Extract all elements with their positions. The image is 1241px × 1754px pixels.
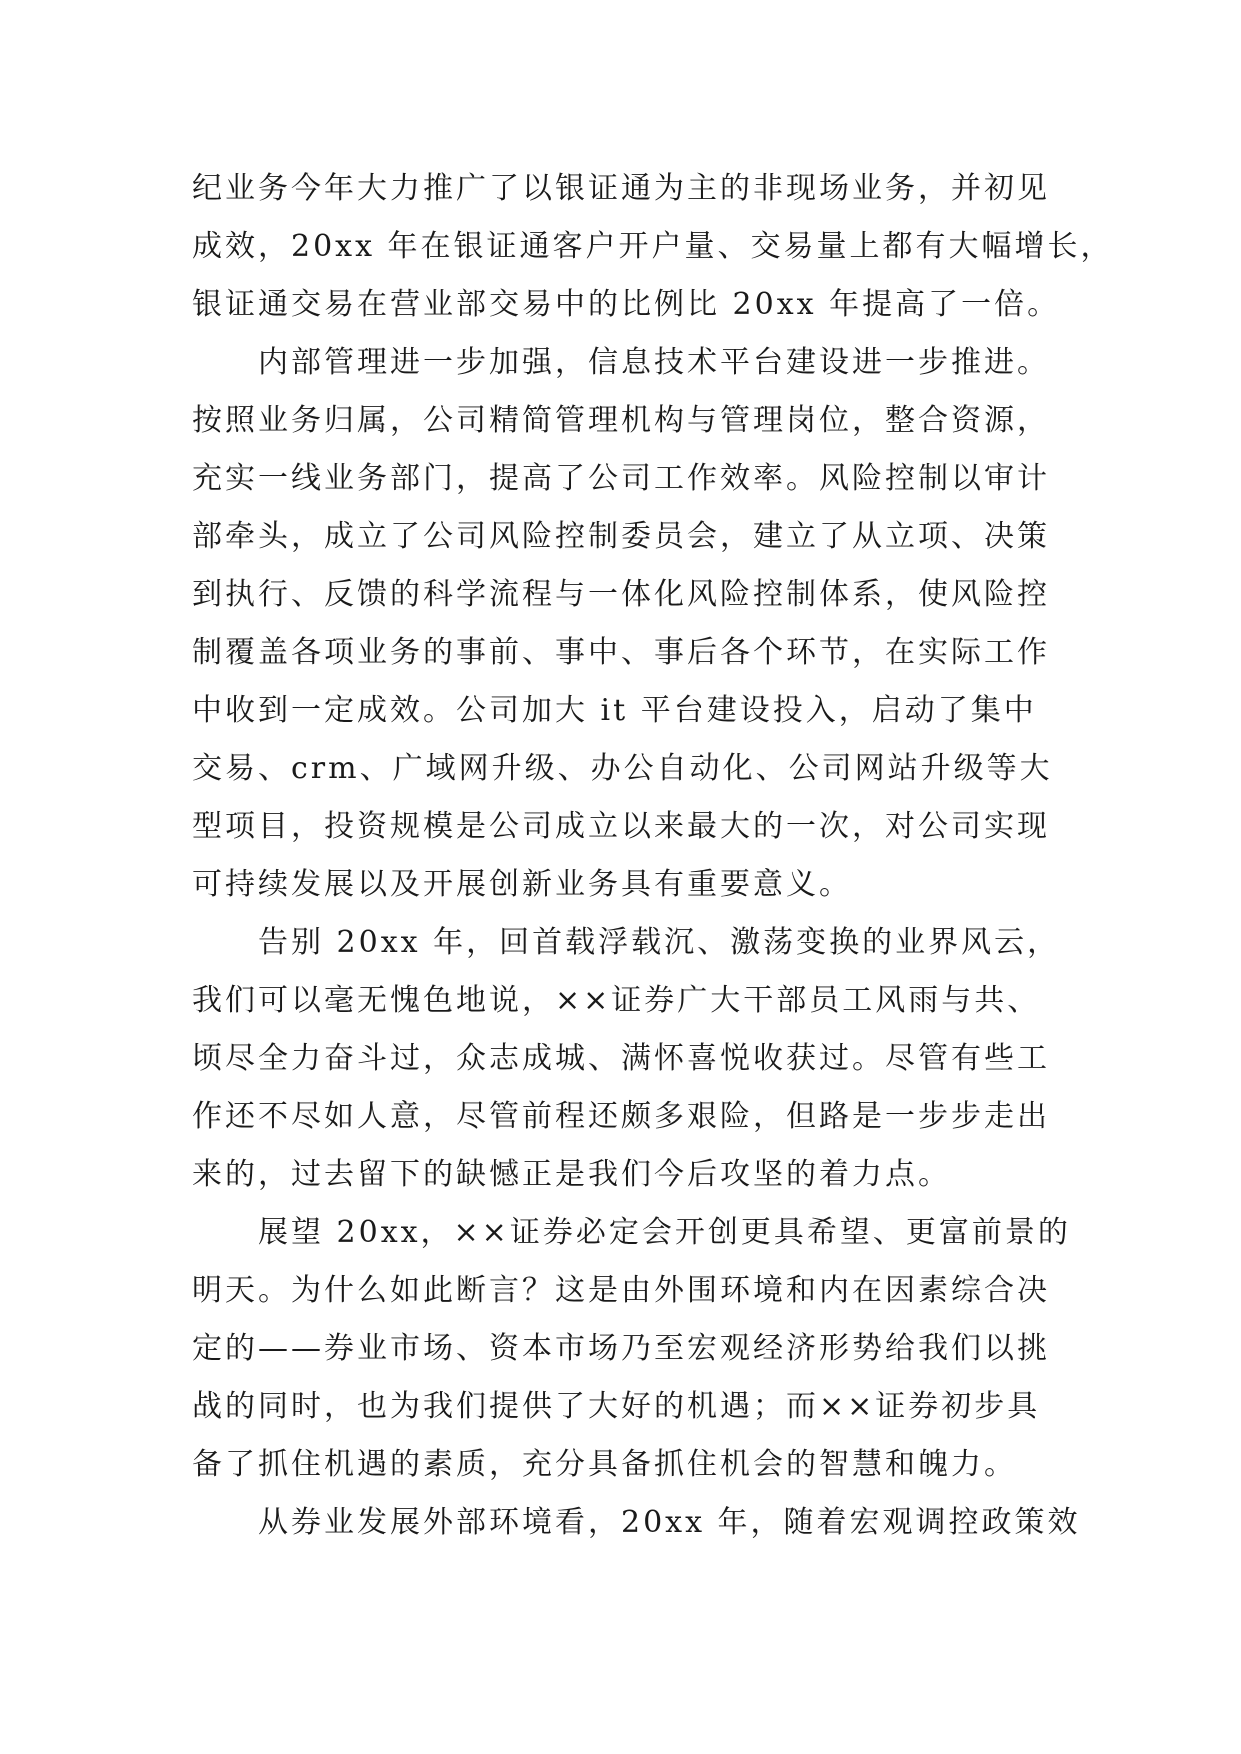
text-line: 作还不尽如人意，尽管前程还颇多艰险，但路是一步步走出 bbox=[192, 1099, 1050, 1134]
paragraph-start: 告别 20xx 年，回首载浮载沉、激荡变换的业界风云， bbox=[258, 925, 1061, 960]
text-line: 充实一线业务部门，提高了公司工作效率。风险控制以审计 bbox=[192, 461, 1050, 496]
text-line: 定的——券业市场、资本市场乃至宏观经济形势给我们以挑 bbox=[192, 1331, 1050, 1366]
paragraph-start: 内部管理进一步加强，信息技术平台建设进一步推进。 bbox=[258, 345, 1050, 380]
text-line: 纪业务今年大力推广了以银证通为主的非现场业务，并初见 bbox=[192, 171, 1050, 206]
text-line: 银证通交易在营业部交易中的比例比 20xx 年提高了一倍。 bbox=[192, 287, 1061, 322]
text-line: 型项目，投资规模是公司成立以来最大的一次，对公司实现 bbox=[192, 809, 1050, 844]
text-line: 明天。为什么如此断言？这是由外围环境和内在因素综合决 bbox=[192, 1273, 1050, 1308]
text-line: 到执行、反馈的科学流程与一体化风险控制体系，使风险控 bbox=[192, 577, 1050, 612]
paragraph-start: 从券业发展外部环境看，20xx 年，随着宏观调控政策效 bbox=[258, 1505, 1081, 1540]
text-line: 制覆盖各项业务的事前、事中、事后各个环节，在实际工作 bbox=[192, 635, 1050, 670]
text-line: 成效，20xx 年在银证通客户开户量、交易量上都有大幅增长， bbox=[192, 229, 1114, 264]
text-line: 备了抓住机遇的素质，充分具备抓住机会的智慧和魄力。 bbox=[192, 1447, 1017, 1482]
text-line: 按照业务归属，公司精简管理机构与管理岗位，整合资源， bbox=[192, 403, 1050, 438]
text-line: 中收到一定成效。公司加大 it 平台建设投入，启动了集中 bbox=[192, 693, 1037, 728]
text-line: 顷尽全力奋斗过，众志成城、满怀喜悦收获过。尽管有些工 bbox=[192, 1041, 1050, 1076]
text-line: 交易、crm、广域网升级、办公自动化、公司网站升级等大 bbox=[192, 751, 1053, 786]
text-line: 来的，过去留下的缺憾正是我们今后攻坚的着力点。 bbox=[192, 1157, 951, 1192]
text-line: 可持续发展以及开展创新业务具有重要意义。 bbox=[192, 867, 852, 902]
paragraph-start: 展望 20xx，××证券必定会开创更具希望、更富前景的 bbox=[258, 1215, 1071, 1250]
text-line: 我们可以毫无愧色地说，××证券广大干部员工风雨与共、 bbox=[192, 983, 1041, 1018]
body-text bbox=[192, 160, 1114, 1552]
text-line: 部牵头，成立了公司风险控制委员会，建立了从立项、决策 bbox=[192, 519, 1050, 554]
text-line: 战的同时，也为我们提供了大好的机遇；而××证券初步具 bbox=[192, 1389, 1041, 1424]
